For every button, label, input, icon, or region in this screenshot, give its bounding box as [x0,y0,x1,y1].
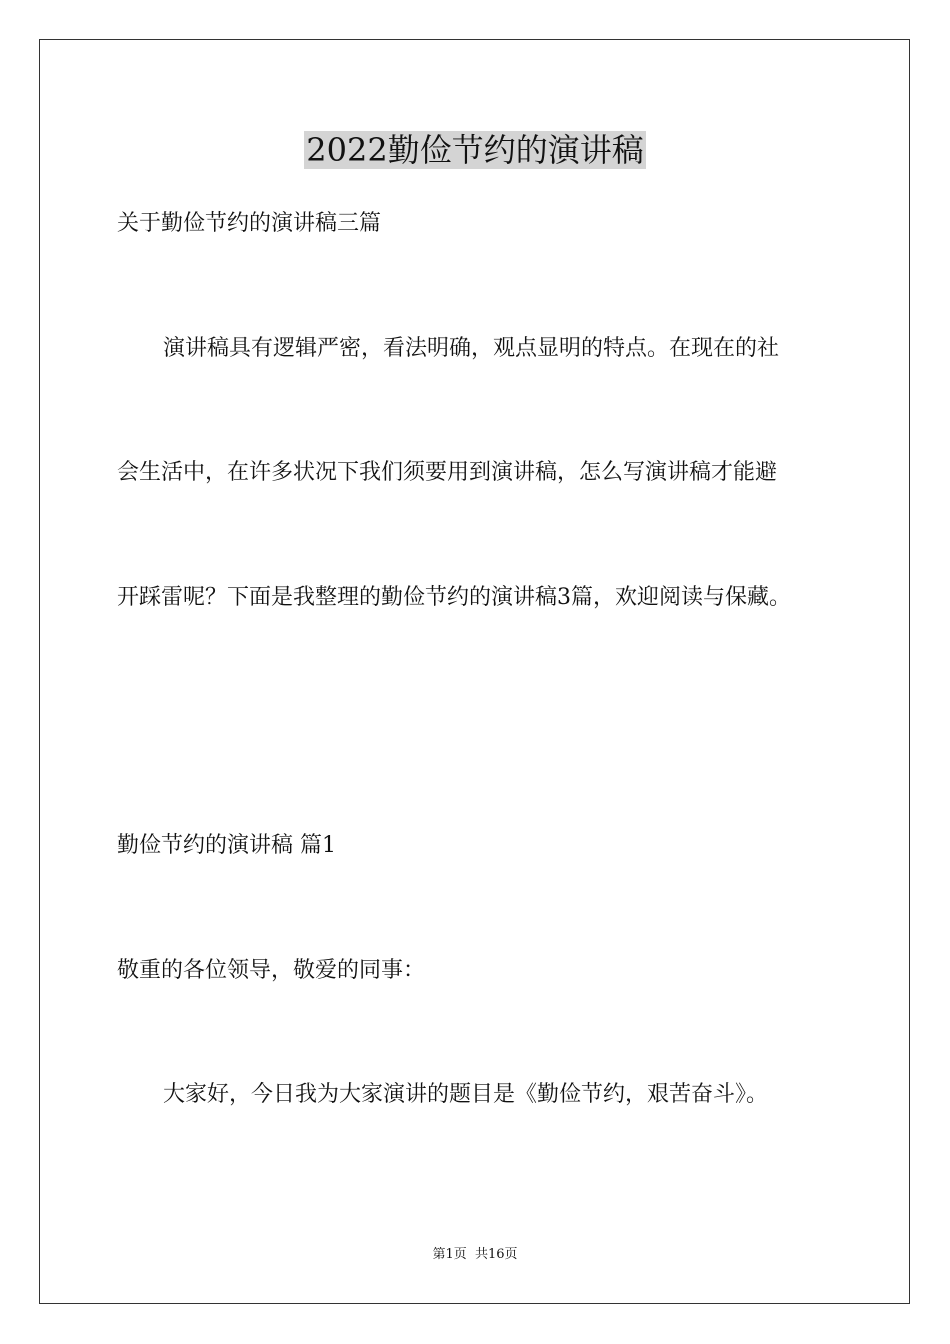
document-title [0,128,950,172]
intro-line-1: 演讲稿具有逻辑严密，看法明确，观点显明的特点。在现在的社 [163,336,780,361]
intro-line-2: 会生活中，在许多状况下我们须要用到演讲稿，怎么写演讲稿才能避 [117,460,778,485]
document-title-text: 2022勤俭节约的演讲稿 [306,131,644,169]
section-heading: 勤俭节约的演讲稿 篇1 [117,833,336,858]
salutation: 敬重的各位领导，敬爱的同事： [117,958,426,983]
intro-line-3: 开踩雷呢？下面是我整理的勤俭节约的演讲稿3篇，欢迎阅读与保藏。 [117,585,791,610]
page-number-footer: 第1页 共16页 [432,1247,518,1262]
document-subtitle: 关于勤俭节约的演讲稿三篇 [117,211,382,236]
opening-paragraph: 大家好，今日我为大家演讲的题目是《勤俭节约，艰苦奋斗》。 [163,1082,769,1107]
